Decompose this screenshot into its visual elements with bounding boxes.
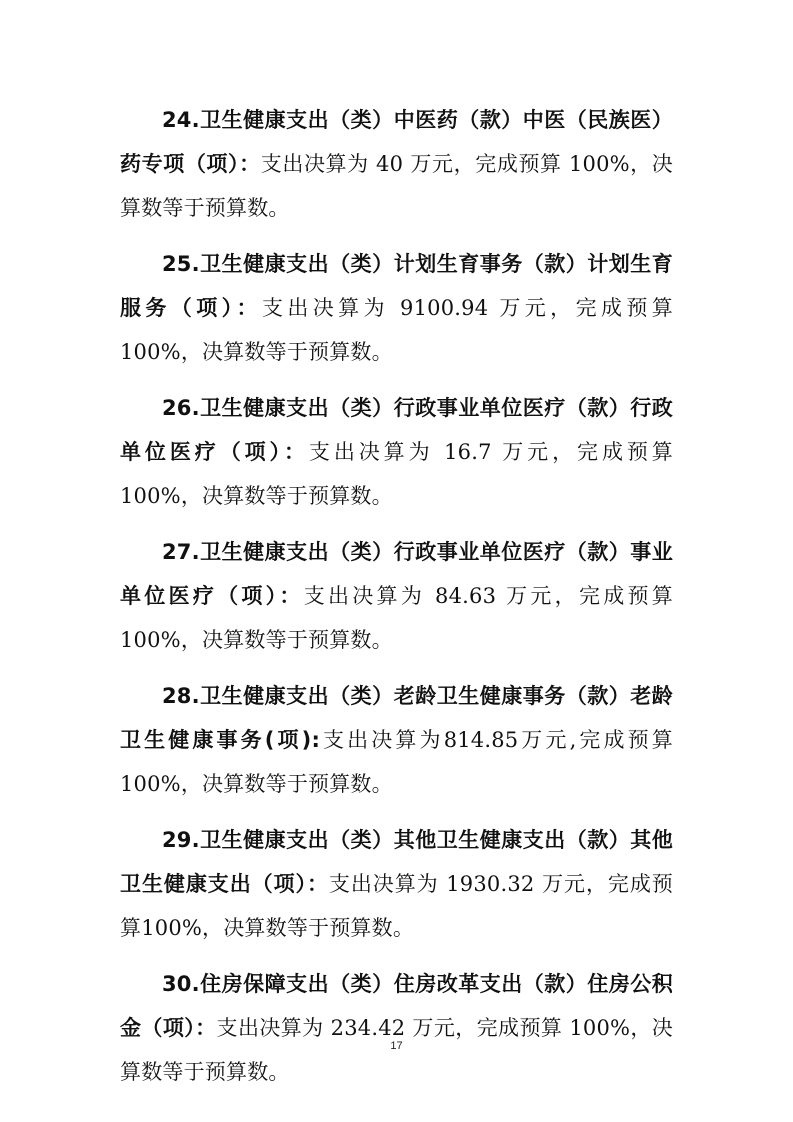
paragraph-item-29 bbox=[120, 818, 673, 950]
item-text: 支出决算为 84.63 万元，完成预算 100%，决算数等于预算数。 bbox=[120, 584, 673, 652]
document-body bbox=[120, 98, 673, 1106]
item-heading: 27.卫生健康支出（类）行政事业单位医疗（款）事业单位医疗（项）： bbox=[120, 540, 673, 608]
item-text: 支出决算为 16.7 万元，完成预算 100%，决算数等于预算数。 bbox=[120, 440, 673, 508]
paragraph-item-25 bbox=[120, 242, 673, 374]
item-heading: 28.卫生健康支出（类）老龄卫生健康事务（款）老龄卫生健康事务(项): bbox=[120, 684, 673, 752]
paragraph-item-24 bbox=[120, 98, 673, 230]
paragraph-item-28 bbox=[120, 674, 673, 806]
paragraph-item-27 bbox=[120, 530, 673, 662]
item-text: 支出决算为 40 万元，完成预算 100%，决算数等于预算数。 bbox=[120, 152, 673, 220]
item-text: 支出决算为 9100.94 万元，完成预算 100%，决算数等于预算数。 bbox=[120, 296, 673, 364]
page-number: 17 bbox=[390, 1040, 403, 1052]
item-heading: 29.卫生健康支出（类）其他卫生健康支出（款）其他卫生健康支出（项）： bbox=[120, 828, 673, 896]
item-heading: 26.卫生健康支出（类）行政事业单位医疗（款）行政单位医疗（项）： bbox=[120, 396, 673, 464]
item-text: 支出决算为 234.42 万元，完成预算 100%，决算数等于预算数。 bbox=[120, 1016, 674, 1084]
item-heading: 25.卫生健康支出（类）计划生育事务（款）计划生育服务（项）： bbox=[120, 252, 673, 320]
item-heading: 30.住房保障支出（类）住房改革支出（款）住房公积金（项）： bbox=[120, 972, 673, 1040]
item-text: 支出决算为814.85万元,完成预算100%，决算数等于预算数。 bbox=[120, 728, 673, 796]
paragraph-item-26 bbox=[120, 386, 673, 518]
item-text: 支出决算为 1930.32 万元，完成预算100%，决算数等于预算数。 bbox=[120, 872, 674, 940]
item-heading: 24.卫生健康支出（类）中医药（款）中医（民族医）药专项（项）： bbox=[120, 108, 673, 176]
paragraph-item-30 bbox=[120, 962, 673, 1094]
